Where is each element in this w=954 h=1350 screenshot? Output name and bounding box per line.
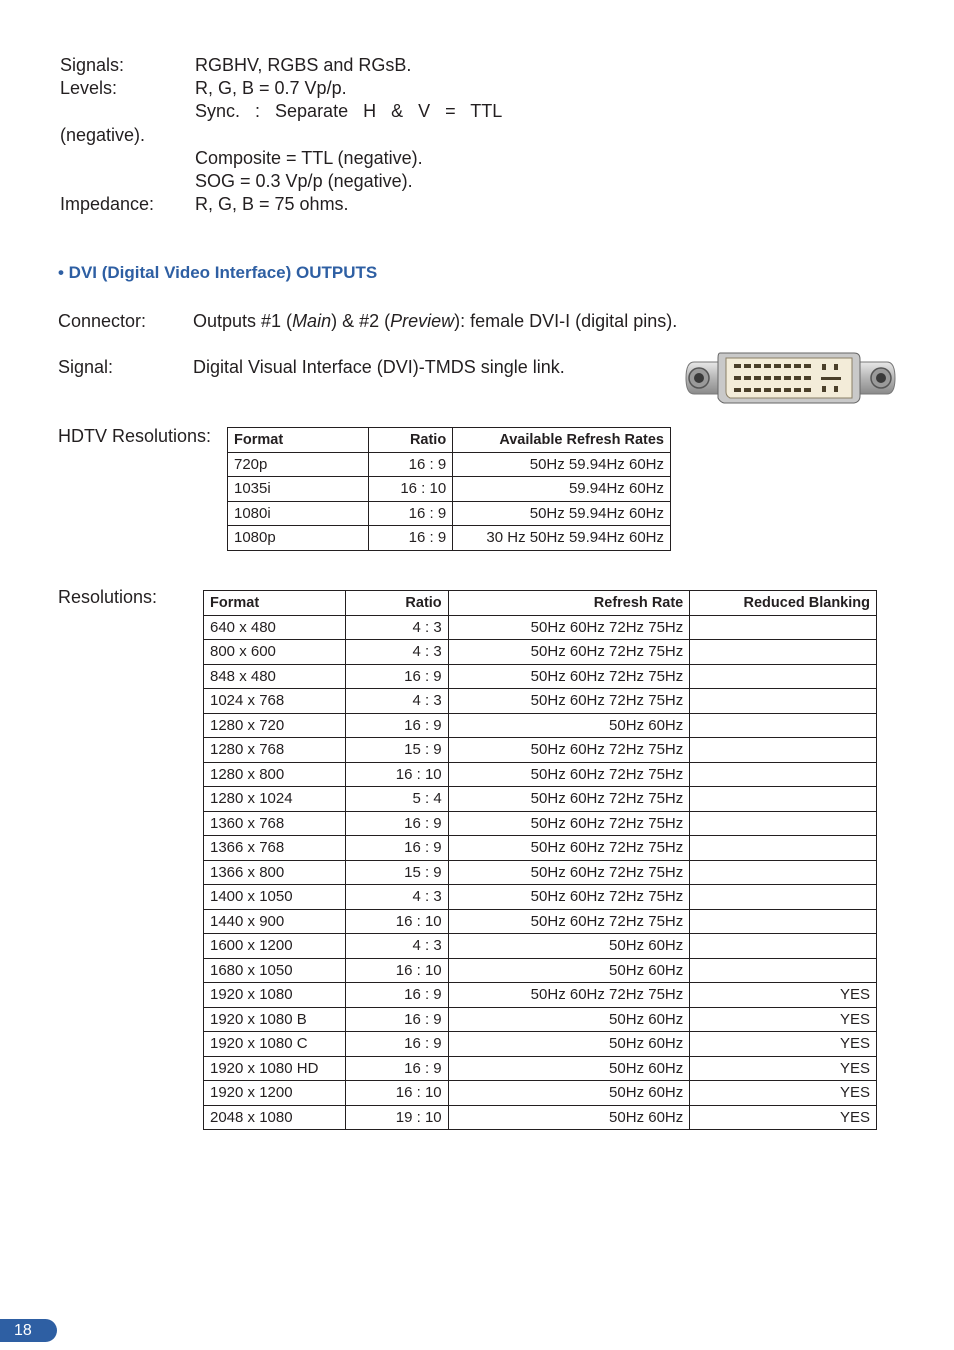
reduced-blanking-cell [690,811,877,836]
reduced-blanking-cell [690,958,877,983]
ratio-cell: 16 : 9 [345,983,448,1008]
format-cell: 1920 x 1200 [204,1081,346,1106]
table-row [204,811,877,836]
dvi-connector-icon [684,350,897,406]
table-row [204,1007,877,1032]
format-cell: 1080i [228,501,369,526]
refresh-rate-cell: 50Hz 60Hz [448,1056,690,1081]
table-row [204,860,877,885]
format-cell: 1400 x 1050 [204,885,346,910]
table-row [204,664,877,689]
impedance-value: R, G, B = 75 ohms. [195,194,349,214]
column-header-ratio: Ratio [369,428,453,453]
table-row [204,689,877,714]
format-cell: 1080p [228,526,369,551]
reduced-blanking-cell: YES [690,1056,877,1081]
reduced-blanking-cell [690,787,877,812]
refresh-rates-cell: 30 Hz 50Hz 59.94Hz 60Hz [453,526,671,551]
table-row [204,909,877,934]
table-row [228,526,671,551]
ratio-cell: 16 : 10 [345,958,448,983]
reduced-blanking-cell: YES [690,1105,877,1130]
reduced-blanking-cell [690,885,877,910]
hdtv-resolutions-label: HDTV Resolutions: [58,426,212,446]
ratio-cell: 19 : 10 [345,1105,448,1130]
column-header-reduced-blanking: Reduced Blanking [690,591,877,616]
ratio-cell: 16 : 9 [345,811,448,836]
connector-label: Connector: [58,311,147,331]
ratio-cell: 16 : 9 [369,501,453,526]
connector-value-pre: Outputs #1 ( [193,311,293,331]
format-cell: 640 x 480 [204,615,346,640]
refresh-rates-cell: 59.94Hz 60Hz [453,477,671,502]
connector-value-preview: Preview [390,311,455,331]
refresh-rate-cell: 50Hz 60Hz 72Hz 75Hz [448,885,690,910]
column-header-refresh-rate: Refresh Rate [448,591,690,616]
format-cell: 1600 x 1200 [204,934,346,959]
refresh-rate-cell: 50Hz 60Hz 72Hz 75Hz [448,983,690,1008]
reduced-blanking-cell [690,615,877,640]
table-row [204,640,877,665]
refresh-rate-cell: 50Hz 60Hz 72Hz 75Hz [448,689,690,714]
table-row [204,1056,877,1081]
refresh-rate-cell: 50Hz 60Hz 72Hz 75Hz [448,860,690,885]
refresh-rates-cell: 50Hz 59.94Hz 60Hz [453,452,671,477]
ratio-cell: 16 : 9 [345,836,448,861]
ratio-cell: 15 : 9 [345,860,448,885]
reduced-blanking-cell [690,909,877,934]
refresh-rates-cell: 50Hz 59.94Hz 60Hz [453,501,671,526]
format-cell: 1024 x 768 [204,689,346,714]
signals-label: Signals: [60,55,125,75]
reduced-blanking-cell: YES [690,983,877,1008]
reduced-blanking-cell: YES [690,1032,877,1057]
table-row [204,615,877,640]
table-row [204,958,877,983]
format-cell: 1280 x 1024 [204,787,346,812]
format-cell: 1366 x 800 [204,860,346,885]
reduced-blanking-cell [690,713,877,738]
refresh-rate-cell: 50Hz 60Hz [448,934,690,959]
format-cell: 1920 x 1080 HD [204,1056,346,1081]
format-cell: 1280 x 720 [204,713,346,738]
ratio-cell: 4 : 3 [345,640,448,665]
signals-value: RGBHV, RGBS and RGsB. [195,55,412,75]
format-cell: 800 x 600 [204,640,346,665]
ratio-cell: 16 : 9 [345,664,448,689]
dvi-section-title: • DVI (Digital Video Interface) OUTPUTS [58,263,378,282]
connector-value-post: ): female DVI-I (digital pins). [454,311,678,331]
reduced-blanking-cell [690,689,877,714]
hdtv-resolutions-table [227,427,671,551]
reduced-blanking-cell [690,640,877,665]
refresh-rate-cell: 50Hz 60Hz 72Hz 75Hz [448,738,690,763]
table-header-row [204,591,877,616]
reduced-blanking-cell [690,664,877,689]
table-header-row [228,428,671,453]
levels-label: Levels: [60,78,118,98]
refresh-rate-cell: 50Hz 60Hz [448,958,690,983]
table-row [204,836,877,861]
connector-value [193,310,677,333]
table-row [204,762,877,787]
table-row [204,1081,877,1106]
format-cell: 1280 x 800 [204,762,346,787]
ratio-cell: 16 : 10 [345,909,448,934]
format-cell: 1440 x 900 [204,909,346,934]
reduced-blanking-cell [690,934,877,959]
column-header-format: Format [204,591,346,616]
refresh-rate-cell: 50Hz 60Hz [448,713,690,738]
ratio-cell: 16 : 9 [345,1032,448,1057]
format-cell: 1920 x 1080 [204,983,346,1008]
column-header-ratio: Ratio [345,591,448,616]
ratio-cell: 5 : 4 [345,787,448,812]
table-row [204,934,877,959]
format-cell: 1035i [228,477,369,502]
format-cell: 2048 x 1080 [204,1105,346,1130]
refresh-rate-cell: 50Hz 60Hz 72Hz 75Hz [448,909,690,934]
refresh-rate-cell: 50Hz 60Hz 72Hz 75Hz [448,811,690,836]
levels-value: R, G, B = 0.7 Vp/p. [195,78,347,98]
sync-line-continued: (negative). [60,125,146,145]
reduced-blanking-cell: YES [690,1007,877,1032]
table-row [204,1105,877,1130]
resolutions-label: Resolutions: [58,587,158,607]
table-row [228,501,671,526]
resolutions-table [203,590,877,1130]
table-row [204,787,877,812]
ratio-cell: 4 : 3 [345,689,448,714]
ratio-cell: 16 : 9 [345,1056,448,1081]
sync-line: Sync. : Separate H & V = TTL [195,101,503,121]
refresh-rate-cell: 50Hz 60Hz [448,1105,690,1130]
ratio-cell: 16 : 10 [345,762,448,787]
format-cell: 848 x 480 [204,664,346,689]
table-row [204,983,877,1008]
ratio-cell: 15 : 9 [345,738,448,763]
ratio-cell: 16 : 9 [369,526,453,551]
sog-line: SOG = 0.3 Vp/p (negative). [195,171,413,191]
column-header-refresh-rates: Available Refresh Rates [453,428,671,453]
ratio-cell: 16 : 10 [369,477,453,502]
table-row [204,885,877,910]
table-row [204,738,877,763]
ratio-cell: 16 : 9 [345,713,448,738]
format-cell: 720p [228,452,369,477]
format-cell: 1920 x 1080 C [204,1032,346,1057]
format-cell: 1920 x 1080 B [204,1007,346,1032]
signal-value: Digital Visual Interface (DVI)-TMDS single link. [193,357,565,377]
page-number-badge: 18 [0,1319,57,1342]
table-row [204,713,877,738]
refresh-rate-cell: 50Hz 60Hz [448,1032,690,1057]
format-cell: 1366 x 768 [204,836,346,861]
refresh-rate-cell: 50Hz 60Hz 72Hz 75Hz [448,615,690,640]
reduced-blanking-cell [690,860,877,885]
table-row [228,452,671,477]
table-row [228,477,671,502]
format-cell: 1680 x 1050 [204,958,346,983]
column-header-format: Format [228,428,369,453]
ratio-cell: 4 : 3 [345,885,448,910]
reduced-blanking-cell [690,762,877,787]
refresh-rate-cell: 50Hz 60Hz [448,1081,690,1106]
reduced-blanking-cell [690,836,877,861]
refresh-rate-cell: 50Hz 60Hz 72Hz 75Hz [448,787,690,812]
composite-line: Composite = TTL (negative). [195,148,423,168]
refresh-rate-cell: 50Hz 60Hz 72Hz 75Hz [448,664,690,689]
reduced-blanking-cell: YES [690,1081,877,1106]
reduced-blanking-cell [690,738,877,763]
refresh-rate-cell: 50Hz 60Hz 72Hz 75Hz [448,762,690,787]
ratio-cell: 4 : 3 [345,615,448,640]
refresh-rate-cell: 50Hz 60Hz 72Hz 75Hz [448,836,690,861]
signal-label: Signal: [58,357,114,377]
format-cell: 1280 x 768 [204,738,346,763]
ratio-cell: 4 : 3 [345,934,448,959]
table-row [204,1032,877,1057]
ratio-cell: 16 : 10 [345,1081,448,1106]
impedance-label: Impedance: [60,194,155,214]
format-cell: 1360 x 768 [204,811,346,836]
ratio-cell: 16 : 9 [345,1007,448,1032]
refresh-rate-cell: 50Hz 60Hz 72Hz 75Hz [448,640,690,665]
connector-value-main: Main [292,311,332,331]
connector-value-mid: ) & #2 ( [331,311,391,331]
refresh-rate-cell: 50Hz 60Hz [448,1007,690,1032]
ratio-cell: 16 : 9 [369,452,453,477]
